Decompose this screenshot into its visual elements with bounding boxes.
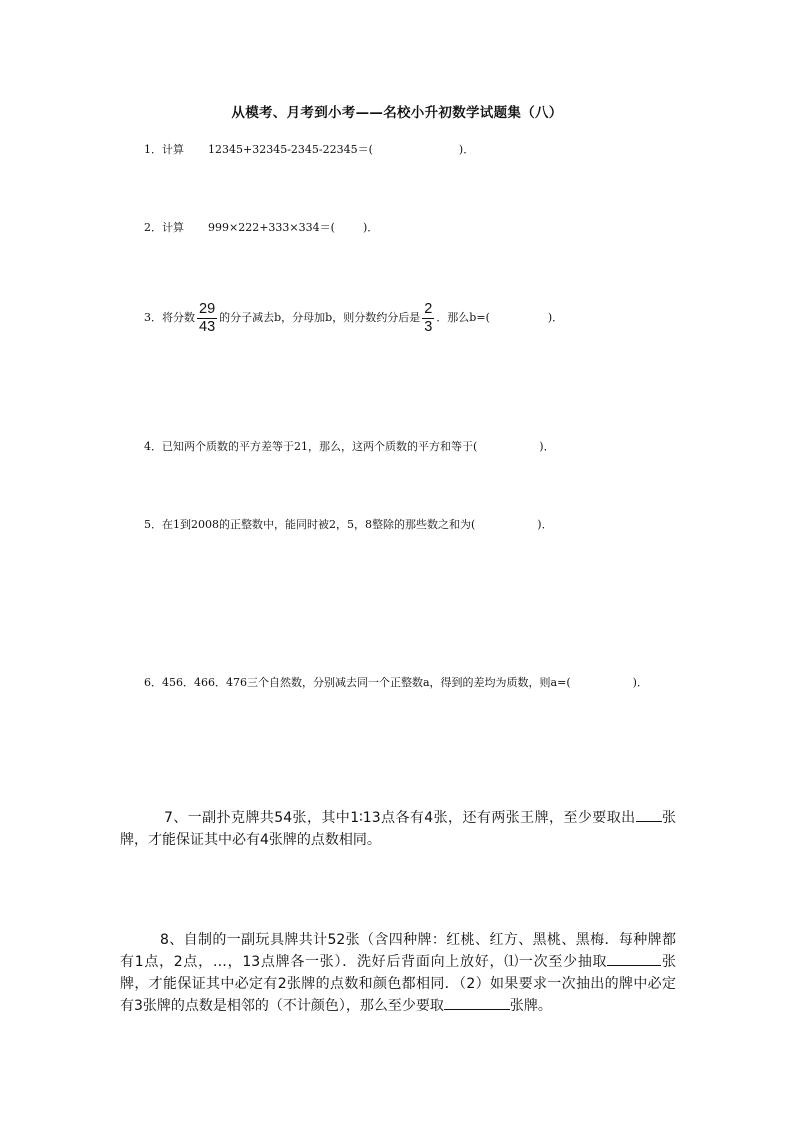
question-8 [120,929,676,1017]
question-4 [144,439,555,455]
question-2 [144,220,378,236]
question-2-expression: 999×222+333×334＝( [208,221,335,234]
question-2-label: 2．计算 [144,221,184,234]
question-5 [144,517,553,533]
question-7 [120,807,676,851]
question-4-end: )． [539,440,555,453]
question-3-text-mid: 的分子减去b，分母加b，则分数约分后是 [219,311,421,324]
answer-blank[interactable] [636,807,662,822]
question-7-text-part1: 7、一副扑克牌共54张，其中1∶13点各有4张，还有两张王牌，至少要取出 [164,810,636,826]
question-3 [144,298,563,338]
fraction-denominator: 43 [199,318,216,335]
question-8-text-part3: 张牌。 [509,998,552,1014]
fraction-29-43 [197,301,217,336]
fraction-numerator: 29 [199,300,216,317]
fraction-denominator: 3 [424,318,433,335]
page-title: 从模考、月考到小考——名校小升初数学试题集（八） [231,105,563,121]
question-1-label: 1．计算 [144,143,184,156]
question-3-text-pre: 3．将分数 [144,311,195,324]
fraction-numerator: 2 [424,300,433,317]
question-3-end: )． [547,311,564,324]
question-1-end: )． [458,143,475,156]
question-4-text: 4．已知两个质数的平方差等于21，那么，这两个质数的平方和等于( [144,440,478,453]
question-5-end: )． [537,518,553,531]
question-1-expression: 12345+32345-2345-22345＝( [208,143,373,156]
question-8-text-part1: 8、自制的一副玩具牌共计52张（含四种牌：红桃、红方、黑桃、黑梅．每种牌都有1点，2点，…，13点牌各一张）．洗好后背面向上放好，⑴一次至少抽取 [120,932,676,970]
question-3-text-post: ．那么b=( [436,311,490,324]
question-6 [144,675,648,691]
answer-blank[interactable] [444,995,510,1010]
question-7-text-part2: 张牌，才能保证其中必有4张牌的点数相同。 [120,810,677,848]
question-1 [144,142,474,158]
fraction-2-3 [422,301,434,336]
question-6-text: 6．456．466．476三个自然数，分别减去同一个正整数a，得到的差均为质数，则a=( [144,676,571,689]
question-6-end: )． [632,676,648,689]
question-2-end: )． [362,221,379,234]
question-8-text-part2: 张牌，才能保证其中必定有2张牌的点数和颜色都相同．（2）如果要求一次抽出的牌中必定有3张牌的点数是相邻的（不计颜色），那么至少要取 [120,954,676,1014]
answer-blank[interactable] [607,951,661,966]
question-5-text: 5．在1到2008的正整数中，能同时被2，5，8整除的那些数之和为( [144,518,476,531]
